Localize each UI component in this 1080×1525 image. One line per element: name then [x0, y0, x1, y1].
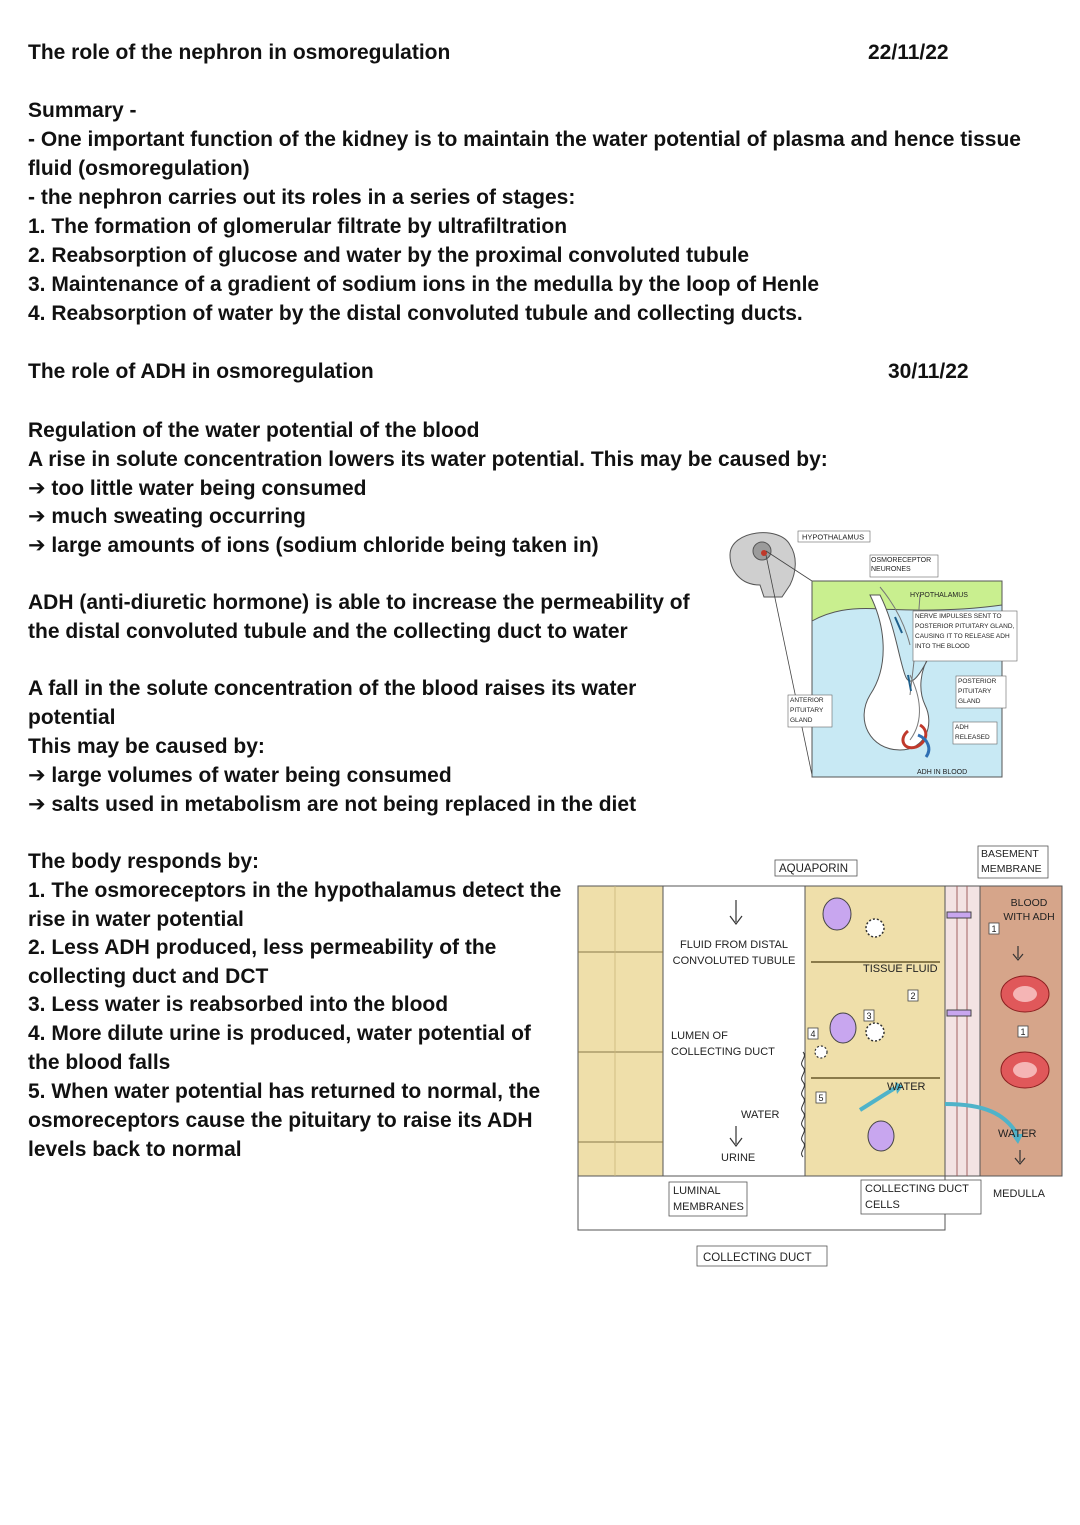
fall-caused-by: This may be caused by:: [28, 735, 265, 758]
nucleus-3: [868, 1121, 894, 1151]
label-aquaporin: AQUAPORIN: [779, 863, 849, 875]
summary-line-2: - the nephron carries out its roles in a series of stages:: [28, 186, 576, 209]
label-blood-with-adh: BLOOD WITH ADH: [1003, 897, 1055, 923]
fall-cause-2: ➔ salts used in metabolism are not being replaced in the diet: [28, 793, 637, 816]
stage-2: 2. Reabsorption of glucose and water by the proximal convoluted tubule: [28, 244, 750, 267]
rise-cause-1: ➔ too little water being consumed: [28, 477, 367, 500]
title-adh: The role of ADH in osmoregulation: [28, 360, 374, 383]
label-adh-released: ADH RELEASED: [955, 724, 990, 741]
step-1-bottom: 1: [1020, 1027, 1026, 1037]
label-luminal-membranes: LUMINAL MEMBRANES: [673, 1185, 744, 1213]
date-2: 30/11/22: [888, 360, 969, 383]
label-fluid-from-dct: FLUID FROM DISTAL CONVOLUTED TUBULE: [672, 939, 796, 967]
response-3: 3. Less water is reabsorbed into the blood: [28, 993, 449, 1016]
step-3: 3: [866, 1011, 872, 1021]
stage-1: 1. The formation of glomerular filtrate by ultrafiltration: [28, 215, 568, 238]
nucleus-2: [830, 1013, 856, 1043]
summary-line-1: - One important function of the kidney is to maintain the water potential of plasma and hence tissue fluid (osmoregulation): [28, 128, 1021, 180]
label-hypothalamus: HYPOTHALAMUS: [802, 532, 865, 542]
stage-3: 3. Maintenance of a gradient of sodium ions in the medulla by the loop of Henle: [28, 273, 820, 296]
label-posterior-pituitary: POSTERIOR PITUITARY GLAND: [958, 678, 997, 705]
step-1-top: 1: [991, 924, 997, 934]
summary-heading: Summary -: [28, 99, 137, 122]
label-tissue-fluid: TISSUE FLUID: [863, 963, 938, 975]
label-urine: URINE: [721, 1152, 756, 1164]
step-4: 4: [810, 1029, 816, 1039]
step-5: 5: [818, 1093, 824, 1103]
label-medulla: MEDULLA: [993, 1188, 1045, 1200]
regulation-heading: Regulation of the water potential of the blood: [28, 419, 480, 442]
fall-text: A fall in the solute concentration of the blood raises its water potential: [28, 677, 637, 729]
adh-text: ADH (anti-diuretic hormone) is able to increase the permeability of the distal convoluted tubule and the collecting duct to water: [28, 591, 690, 643]
title-nephron: The role of the nephron in osmoregulation: [28, 41, 451, 64]
hypothalamus-diagram: [720, 525, 1030, 795]
label-water-lumen: WATER: [741, 1109, 780, 1121]
rise-cause-2: ➔ much sweating occurring: [28, 505, 306, 528]
label-collecting-duct-cells: COLLECTING DUCT CELLS: [865, 1183, 969, 1211]
rise-line: A rise in solute concentration lowers its water potential. This may be caused by:: [28, 448, 828, 471]
label-basement-membrane: BASEMENT MEMBRANE: [981, 848, 1042, 875]
collecting-duct-diagram: [575, 842, 1070, 1282]
basement-membrane: [945, 886, 980, 1176]
step-2: 2: [910, 991, 916, 1001]
date-1: 22/11/22: [868, 41, 949, 64]
response-2: 2. Less ADH produced, less permeability of the collecting duct and DCT: [28, 936, 497, 988]
nucleus-1: [823, 898, 851, 930]
response-1: 1. The osmoreceptors in the hypothalamus detect the rise in water potential: [28, 879, 562, 931]
label-nerve-impulses: NERVE IMPULSES SENT TO POSTERIOR PITUITARY GLAND, CAUSING IT TO RELEASE ADH INTO THE BLOOD: [915, 613, 1015, 650]
label-water-cell: WATER: [887, 1081, 926, 1093]
fall-cause-1: ➔ large volumes of water being consumed: [28, 764, 452, 787]
aquaporin-vesicle-2: [866, 1023, 884, 1041]
response-heading: The body responds by:: [28, 850, 260, 873]
cell-layer-left: [578, 886, 663, 1176]
stage-4: 4. Reabsorption of water by the distal convoluted tubule and collecting ducts.: [28, 302, 803, 325]
label-hypothalamus-inner: HYPOTHALAMUS: [910, 592, 968, 599]
rise-cause-3: ➔ large amounts of ions (sodium chloride being taken in): [28, 534, 599, 557]
label-water-blood: WATER: [998, 1128, 1037, 1140]
label-adh-in-blood: ADH IN BLOOD: [917, 769, 968, 776]
label-osmoreceptor: OSMORECEPTOR NEURONES: [871, 557, 932, 573]
response-5: 5. When water potential has returned to normal, the osmoreceptors cause the pituitary to raise its ADH levels back to normal: [28, 1080, 541, 1161]
response-4: 4. More dilute urine is produced, water potential of the blood falls: [28, 1022, 531, 1074]
label-collecting-duct: COLLECTING DUCT: [703, 1252, 812, 1264]
label-anterior-pituitary: ANTERIOR PITUITARY GLAND: [790, 697, 824, 724]
aquaporin-vesicle-1: [866, 919, 884, 937]
label-lumen: LUMEN OF COLLECTING DUCT: [671, 1030, 775, 1058]
